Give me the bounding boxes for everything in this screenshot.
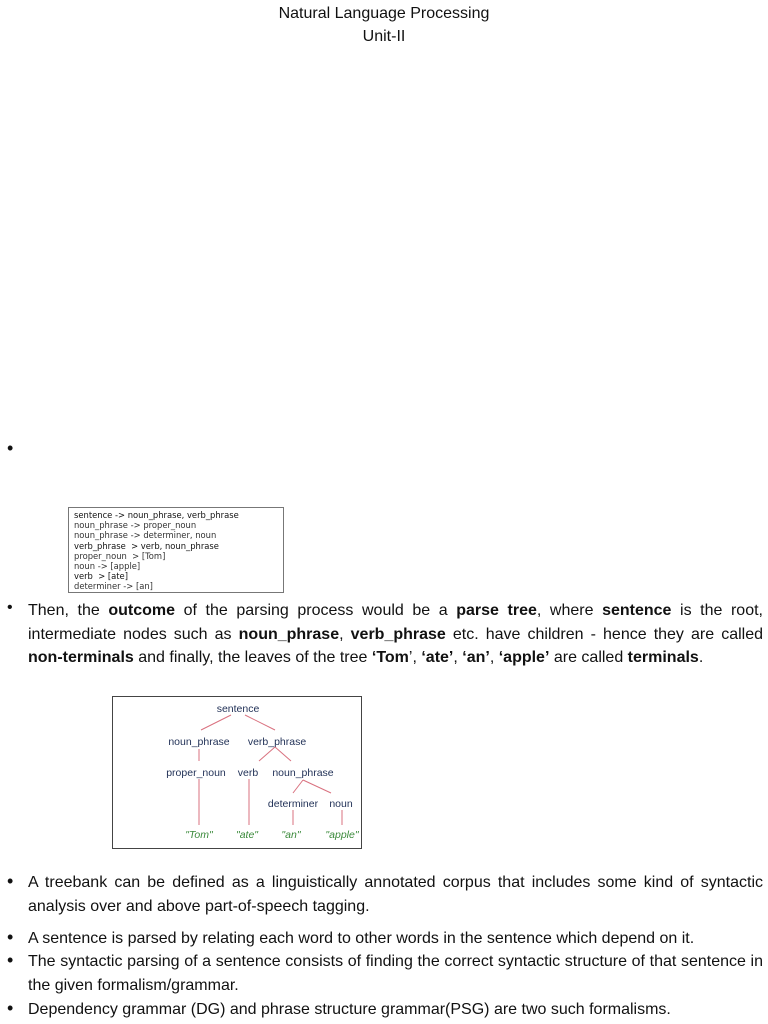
- tree-leaf-ate: "ate": [235, 829, 259, 841]
- tree-node-verb: verb: [237, 767, 259, 779]
- bullet: •: [7, 950, 14, 970]
- bullet-text: Dependency grammar (DG) and phrase structure grammar(PSG) are two such formalisms.: [28, 1001, 671, 1018]
- tree-leaf-an: "an": [281, 829, 301, 841]
- grammar-rule: proper_noun > [Tom]: [74, 550, 166, 561]
- bullet: •: [7, 599, 13, 616]
- bullet-text: A treebank can be defined as a linguistically annotated corpus that includes some kind of syntactic analysis over and above part-of-speech tagging.: [28, 874, 763, 915]
- bullet: •: [7, 871, 14, 891]
- document-subtitle: Unit-II: [362, 28, 406, 45]
- tree-node-verb-phrase: verb_phrase: [247, 736, 307, 748]
- tree-node-proper-noun: proper_noun: [166, 767, 226, 779]
- tree-node-noun-phrase: noun_phrase: [168, 736, 230, 748]
- grammar-rule: determiner -> [an]: [74, 581, 153, 592]
- tree-node-determiner: determiner: [267, 798, 319, 810]
- grammar-rule: noun_phrase -> proper_noun: [74, 520, 197, 531]
- tree-leaf-tom: "Tom": [185, 829, 213, 841]
- grammar-rule: sentence -> noun_phrase, verb_phrase: [74, 510, 239, 520]
- bullet: •: [7, 998, 14, 1018]
- bullet-text: The syntactic parsing of a sentence consists of finding the correct syntactic structure of that sentence in the given formalism/grammar.: [28, 953, 763, 994]
- grammar-rule: noun_phrase -> determiner, noun: [74, 530, 217, 541]
- tree-node-noun: noun: [329, 798, 353, 810]
- tree-node-sentence: sentence: [216, 703, 260, 715]
- empty-bullet: •: [7, 438, 14, 458]
- parse-tree-paragraph: Then, the outcome of the parsing process would be a parse tree, where sentence is the root, intermediate nodes such as noun_phrase, verb_phrase etc. have children - hence they are called non-terminals and finally, the leaves of the tree ‘Tom’, ‘ate’, ‘an’, ‘apple’ are called terminals.: [28, 602, 764, 666]
- parse-tree-figure: [112, 696, 362, 849]
- grammar-rule: noun -> [apple]: [74, 561, 141, 572]
- grammar-rules-image: [68, 507, 284, 593]
- tree-leaf-apple: "apple": [325, 829, 359, 841]
- tree-node-noun-phrase-2: noun_phrase: [272, 767, 334, 779]
- document-title: Natural Language Processing: [278, 5, 490, 22]
- grammar-rule: verb_phrase > verb, noun_phrase: [74, 540, 219, 551]
- bullet: •: [7, 927, 14, 947]
- grammar-rule: verb > [ate]: [74, 571, 128, 582]
- bullet-text: A sentence is parsed by relating each word to other words in the sentence which depend on it.: [28, 930, 695, 947]
